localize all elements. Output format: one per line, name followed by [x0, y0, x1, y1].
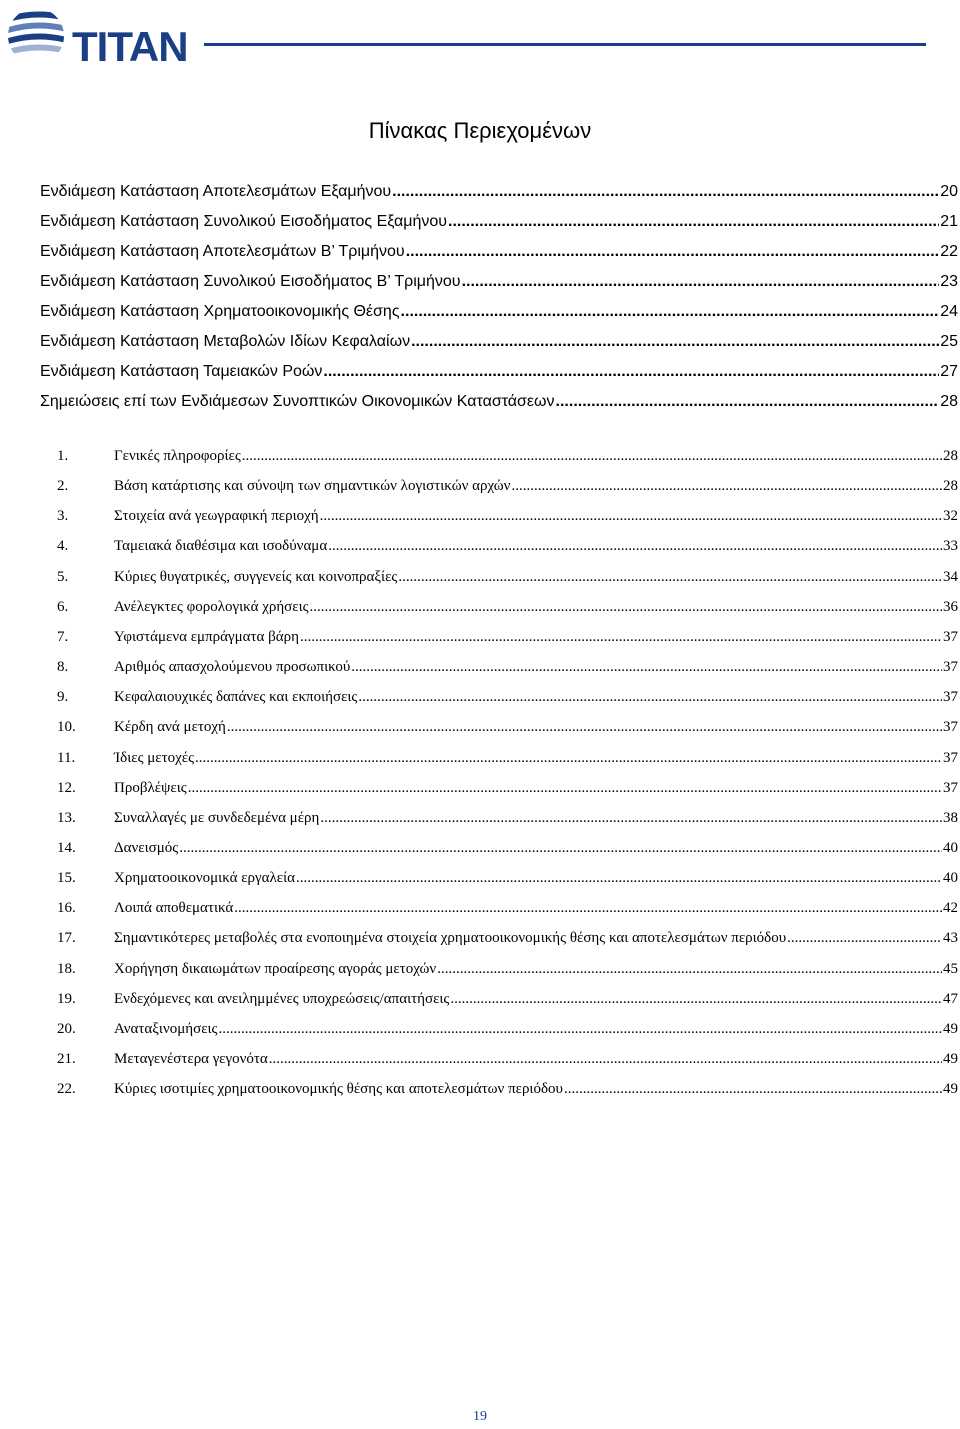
- toc-note-label: Λοιπά αποθεματικά: [114, 900, 234, 916]
- toc-entry[interactable]: [40, 181, 958, 203]
- toc-note-label: Χορήγηση δικαιωμάτων προαίρεσης αγοράς μετοχών: [114, 961, 437, 977]
- toc-entry-label: Ενδιάμεση Κατάσταση Αποτελεσμάτων Β’ Τριμήνου: [40, 243, 405, 260]
- toc-note-label: Μεταγενέστερα γεγονότα: [114, 1051, 268, 1067]
- toc-entry-page: 21: [940, 213, 958, 230]
- toc-note-page: 37: [943, 659, 958, 675]
- toc-note-label: Σημαντικότερες μεταβολές στα ενοποιημένα στοιχεία χρηματοοικονομικής θέσης και αποτελεσμάτων περιόδου: [114, 930, 787, 946]
- toc-leader-dots: [351, 657, 942, 677]
- toc-note-label: Γενικές πληροφορίες: [114, 448, 241, 464]
- toc-note-entry[interactable]: [57, 1049, 958, 1069]
- toc-note-entry[interactable]: [57, 868, 958, 888]
- toc-note-number: 9.: [57, 689, 69, 705]
- toc-entry[interactable]: [40, 241, 958, 263]
- toc-entry-page: 27: [940, 363, 958, 380]
- toc-note-page: 28: [943, 478, 958, 494]
- toc-note-entry[interactable]: [57, 898, 958, 918]
- toc-leader-dots: [242, 446, 942, 466]
- toc-note-entry[interactable]: [57, 446, 958, 466]
- toc-leader-dots: [564, 1079, 942, 1099]
- toc-leader-dots: [320, 808, 942, 828]
- toc-note-entry[interactable]: [57, 838, 958, 858]
- toc-leader-dots: [179, 838, 942, 858]
- toc-note-number: 12.: [57, 780, 76, 796]
- toc-leader-dots: [310, 597, 942, 617]
- toc-note-number: 16.: [57, 900, 76, 916]
- toc-note-entry[interactable]: [57, 627, 958, 647]
- toc-leader-dots: [437, 959, 942, 979]
- toc-note-entry[interactable]: [57, 597, 958, 617]
- toc-entry-page: 28: [940, 393, 958, 410]
- titan-logo: [6, 4, 206, 68]
- toc-entry-page: 20: [940, 183, 958, 200]
- toc-leader-dots: [234, 898, 942, 918]
- toc-note-number: 8.: [57, 659, 69, 675]
- toc-entry-label: Ενδιάμεση Κατάσταση Συνολικού Εισοδήματος Εξαμήνου: [40, 213, 447, 230]
- toc-leader-dots: [323, 361, 939, 383]
- toc-leader-dots: [450, 989, 942, 1009]
- toc-note-page: 32: [943, 508, 958, 524]
- toc-note-number: 14.: [57, 840, 76, 856]
- toc-note-page: 37: [943, 719, 958, 735]
- toc-entry-label: Ενδιάμεση Κατάσταση Αποτελεσμάτων Εξαμήνου: [40, 183, 392, 200]
- toc-note-number: 5.: [57, 569, 69, 585]
- toc-note-entry[interactable]: [57, 808, 958, 828]
- toc-note-label: Αναταξινομήσεις: [114, 1021, 218, 1037]
- toc-entry-page: 25: [940, 333, 958, 350]
- toc-note-page: 33: [943, 538, 958, 554]
- toc-note-number: 4.: [57, 538, 69, 554]
- toc-note-entry[interactable]: [57, 506, 958, 526]
- toc-note-label: Δανεισμός: [114, 840, 179, 856]
- toc-leader-dots: [358, 687, 942, 707]
- toc-note-page: 36: [943, 599, 958, 615]
- toc-note-number: 3.: [57, 508, 69, 524]
- toc-leader-dots: [406, 241, 940, 263]
- toc-note-entry[interactable]: [57, 1019, 958, 1039]
- toc-leader-dots: [556, 391, 940, 413]
- page-title: Πίνακας Περιεχομένων: [368, 118, 592, 143]
- toc-note-number: 19.: [57, 991, 76, 1007]
- toc-note-label: Στοιχεία ανά γεωγραφική περιοχή: [114, 508, 319, 524]
- toc-leader-dots: [328, 536, 942, 556]
- toc-leader-dots: [219, 1019, 943, 1039]
- toc-note-page: 43: [943, 930, 958, 946]
- toc-entry-page: 24: [940, 303, 958, 320]
- toc-note-label: Ταμειακά διαθέσιμα και ισοδύναμα: [114, 538, 328, 554]
- toc-entry[interactable]: [40, 211, 958, 233]
- toc-note-page: 49: [943, 1021, 958, 1037]
- toc-note-number: 10.: [57, 719, 76, 735]
- toc-note-page: 40: [943, 840, 958, 856]
- toc-note-label: Ίδιες μετοχές: [114, 750, 195, 766]
- page-header: [0, 0, 960, 80]
- toc-leader-dots: [511, 476, 942, 496]
- toc-note-page: 49: [943, 1081, 958, 1097]
- toc-entry-label: Ενδιάμεση Κατάσταση Χρηματοοικονομικής Θέσης: [40, 303, 400, 320]
- toc-leader-dots: [462, 271, 940, 293]
- toc-note-number: 17.: [57, 930, 76, 946]
- toc-note-label: Αριθμός απασχολούμενου προσωπικού: [114, 659, 351, 675]
- toc-entry-label: Ενδιάμεση Κατάσταση Ταμειακών Ροών: [40, 363, 323, 380]
- toc-note-label: Χρηματοοικονομικά εργαλεία: [114, 870, 295, 886]
- toc-note-number: 1.: [57, 448, 69, 464]
- toc-note-entry[interactable]: [57, 778, 958, 798]
- toc-note-label: Προβλέψεις: [114, 780, 187, 796]
- toc-note-number: 2.: [57, 478, 69, 494]
- toc-note-entry[interactable]: [57, 657, 958, 677]
- toc-note-number: 21.: [57, 1051, 76, 1067]
- toc-note-label: Υφιστάμενα εμπράγματα βάρη: [114, 629, 299, 645]
- toc-leader-dots: [188, 778, 942, 798]
- toc-note-page: 47: [943, 991, 958, 1007]
- toc-note-label: Κέρδη ανά μετοχή: [114, 719, 226, 735]
- toc-note-page: 49: [943, 1051, 958, 1067]
- toc-note-entry[interactable]: [57, 536, 958, 556]
- toc-note-entry[interactable]: [57, 687, 958, 707]
- toc-note-page: 37: [943, 750, 958, 766]
- toc-note-label: Βάση κατάρτισης και σύνοψη των σημαντικών λογιστικών αρχών: [114, 478, 511, 494]
- toc-note-label: Ενδεχόμενες και ανειλημμένες υποχρεώσεις/απαιτήσεις: [114, 991, 450, 1007]
- toc-entry-page: 23: [940, 273, 958, 290]
- toc-entry-label: Σημειώσεις επί των Ενδιάμεσων Συνοπτικών Οικονομικών Καταστάσεων: [40, 393, 555, 410]
- header-rule: [204, 43, 926, 46]
- toc-note-entry[interactable]: [57, 928, 958, 948]
- toc-note-page: 37: [943, 689, 958, 705]
- toc-note-entry[interactable]: [57, 476, 958, 496]
- toc-note-page: 37: [943, 780, 958, 796]
- toc-entry[interactable]: [40, 361, 958, 383]
- titan-globe-icon: [6, 4, 72, 68]
- toc-entry[interactable]: [40, 271, 958, 293]
- toc-note-number: 7.: [57, 629, 69, 645]
- toc-note-number: 15.: [57, 870, 76, 886]
- toc-leader-dots: [448, 211, 939, 233]
- toc-note-label: Συναλλαγές με συνδεδεμένα μέρη: [114, 810, 320, 826]
- toc-note-number: 20.: [57, 1021, 76, 1037]
- toc-leader-dots: [269, 1049, 942, 1069]
- toc-note-entry[interactable]: [57, 959, 958, 979]
- toc-note-entry[interactable]: [57, 1079, 958, 1099]
- page-number: 19: [473, 1409, 487, 1424]
- toc-leader-dots: [401, 301, 940, 323]
- toc-note-label: Ανέλεγκτες φορολογικά χρήσεις: [114, 599, 309, 615]
- toc-leader-dots: [398, 567, 942, 587]
- toc-entry-label: Ενδιάμεση Κατάσταση Συνολικού Εισοδήματος Β’ Τριμήνου: [40, 273, 461, 290]
- toc-note-entry[interactable]: [57, 567, 958, 587]
- logo-wordmark: TITAN: [72, 23, 188, 70]
- toc-leader-dots: [300, 627, 942, 647]
- toc-note-page: 37: [943, 629, 958, 645]
- toc-note-entry[interactable]: [57, 748, 958, 768]
- toc-note-entry[interactable]: [57, 717, 958, 737]
- toc-note-page: 38: [943, 810, 958, 826]
- toc-note-number: 13.: [57, 810, 76, 826]
- toc-entry-label: Ενδιάμεση Κατάσταση Μεταβολών Ιδίων Κεφαλαίων: [40, 333, 411, 350]
- toc-note-label: Κεφαλαιουχικές δαπάνες και εκποιήσεις: [114, 689, 358, 705]
- toc-note-number: 11.: [57, 750, 76, 766]
- toc-note-entry[interactable]: [57, 989, 958, 1009]
- toc-note-label: Κύριες θυγατρικές, συγγενείς και κοινοπραξίες: [114, 569, 398, 585]
- toc-leader-dots: [320, 506, 942, 526]
- toc-note-number: 6.: [57, 599, 69, 615]
- toc-leader-dots: [195, 748, 942, 768]
- toc-note-page: 34: [943, 569, 958, 585]
- toc-leader-dots: [227, 717, 942, 737]
- toc-entry[interactable]: [40, 301, 958, 323]
- toc-note-label: Κύριες ισοτιμίες χρηματοοικονομικής θέσης και αποτελεσμάτων περιόδου: [114, 1081, 563, 1097]
- toc-note-page: 45: [943, 961, 958, 977]
- toc-note-page: 28: [943, 448, 958, 464]
- toc-leader-dots: [392, 181, 939, 203]
- toc-note-number: 18.: [57, 961, 76, 977]
- toc-leader-dots: [296, 868, 942, 888]
- toc-note-number: 22.: [57, 1081, 76, 1097]
- toc-note-page: 42: [943, 900, 958, 916]
- toc-leader-dots: [787, 928, 942, 948]
- toc-entry-page: 22: [940, 243, 958, 260]
- toc-leader-dots: [411, 331, 939, 353]
- toc-entry[interactable]: [40, 391, 958, 413]
- toc-note-page: 40: [943, 870, 958, 886]
- toc-entry[interactable]: [40, 331, 958, 353]
